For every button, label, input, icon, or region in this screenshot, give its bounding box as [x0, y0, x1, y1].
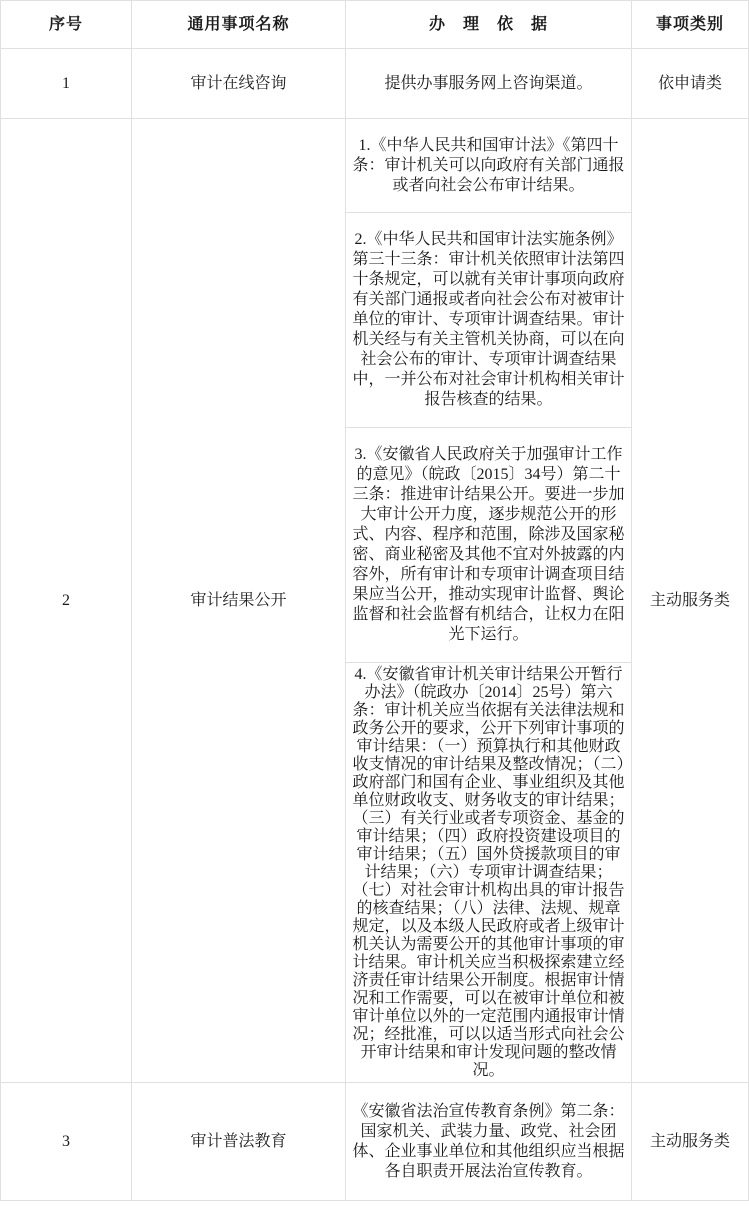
row3-category-cell: 主动服务类 [649, 1132, 730, 1150]
row2-category-cell: 主动服务类 [649, 591, 730, 609]
row1-no-cell: 1 [1, 49, 132, 118]
header-no: 序号 [1, 1, 132, 48]
row2-name-cell: 审计结果公开 [132, 119, 346, 1082]
row1-category-cell: 依申请类 [657, 74, 722, 92]
table-header-row [1, 1, 748, 49]
header-item-name: 通用事项名称 [132, 1, 346, 48]
header-basis: 办 理 依 据 [346, 1, 632, 48]
table-row [1, 49, 748, 119]
table-row [1, 119, 748, 1083]
row3-no-cell: 3 [1, 1083, 132, 1200]
row3-name-cell: 审计普法教育 [132, 1083, 346, 1200]
row1-basis-cell: 提供办事服务网上咨询渠道。 [346, 49, 632, 118]
row2-basis-item-2: 2.《中华人民共和国审计法实施条例》第三十三条：审计机关依照审计法第四十条规定，可以就有关审计事项向政府有关部门通报或者向社会公布对被审计单位的审计、专项审计调查结果。审计机关经与有关主管机关协商，可以在向社会公布的审计、专项审计调查结果中，一并公布对社会审计机构相关审计报告核查的结果。 [346, 213, 631, 428]
row2-basis-item-3: 3.《安徽省人民政府关于加强审计工作的意见》（皖政〔2015〕34号）第二十三条：推进审计结果公开。要进一步加大审计公开力度，逐步规范公开的形式、内容、程序和范围，除涉及国家秘密、商业秘密及其他不宜对外披露的内容外，所有审计和专项审计调查项目结果应当公开，推动实现审计监督、舆论监督和社会监督有机结合，让权力在阳光下运行。 [346, 428, 631, 663]
row3-basis-cell: 《安徽省法治宣传教育条例》第二条：国家机关、武装力量、政党、社会团体、企业事业单位和其他组织应当根据各自职责开展法治宣传教育。 [346, 1083, 632, 1200]
row2-basis-item-1: 1.《中华人民共和国审计法》《第四十条：审计机关可以向政府有关部门通报或者向社会公布审计结果。 [346, 119, 631, 213]
row2-basis-item-4: 4.《安徽省审计机关审计结果公开暂行办法》（皖政办〔2014〕25号）第六条：审计机关应当依据有关法律法规和政务公开的要求，公开下列审计事项的审计结果：（一）预算执行和其他财政收支情况的审计结果及整改情况；（二）政府部门和国有企业、事业组织及其他单位财政收支、财务收支的审计结果；（三）有关行业或者专项资金、基金的审计结果；（四）政府投资建设项目的审计结果；（五）国外贷援款项目的审计结果；（六）专项审计调查结果；（七）对社会审计机构出具的审计报告的核查结果；（八）法律、法规、规章规定，以及本级人民政府或者上级审计机关认为需要公开的其他审计事项的审计结果。审计机关应当积极探索建立经济责任审计结果公开制度。根据审计情况和工作需要，可以在被审计单位和被审计单位以外的一定范围内通报审计情况；经批准，可以以适当形式向社会公开审计结果和审计发现问题的整改情况。 [352, 665, 625, 1079]
row1-name-cell: 审计在线咨询 [132, 49, 346, 118]
table-row [1, 1083, 748, 1200]
header-category: 事项类别 [655, 15, 724, 33]
row2-no-cell: 2 [1, 119, 132, 1082]
row2-basis-stack [346, 119, 632, 1082]
